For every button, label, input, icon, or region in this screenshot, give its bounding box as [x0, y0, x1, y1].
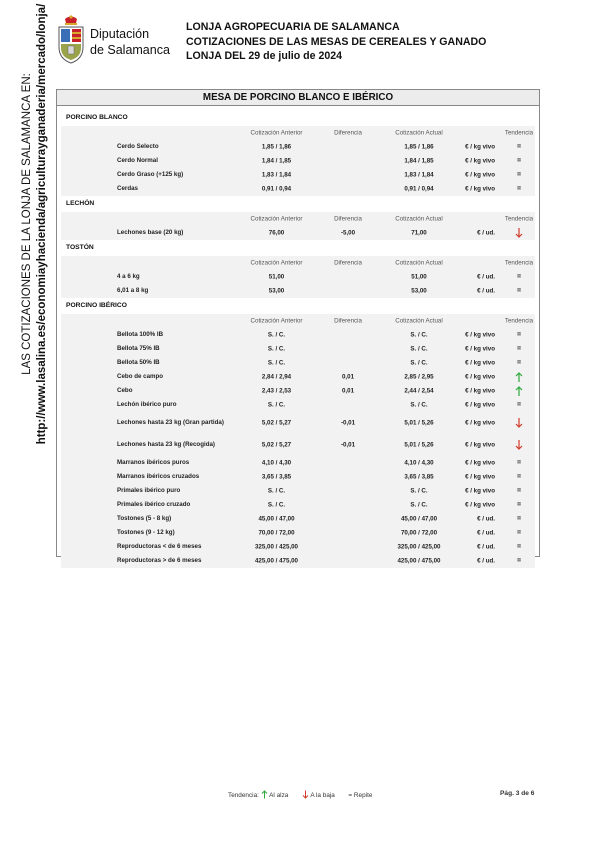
price-difference: -0,01 — [340, 419, 356, 427]
table-row — [61, 470, 535, 484]
trend-indicator — [501, 418, 537, 428]
table-row — [61, 370, 535, 384]
current-price: 5,01 / 5,26 — [404, 419, 434, 427]
table-row — [61, 140, 535, 154]
trend-indicator: = — [516, 345, 522, 353]
arrow-up-icon — [515, 386, 523, 396]
current-price: 4,10 / 4,30 — [404, 459, 434, 467]
product-name: Marranos ibéricos cruzados — [117, 473, 200, 481]
current-price: 45,00 / 47,00 — [400, 515, 438, 523]
col-tendencia-header: Tendencia — [504, 317, 534, 325]
current-price: 71,00 — [411, 229, 427, 237]
section-title: PORCINO IBÉRICO — [61, 298, 535, 314]
previous-price: 2,43 / 2,53 — [261, 387, 292, 395]
page-number: Pág. 3 de 6 — [500, 790, 535, 797]
previous-price: 4,10 / 4,30 — [261, 459, 292, 467]
column-header-row — [61, 256, 535, 270]
product-name: Lechones hasta 23 kg (Recogida) — [117, 441, 215, 449]
price-unit: € / ud. — [477, 515, 495, 523]
col-actual-header: Cotización Actual — [395, 317, 443, 325]
current-price: 51,00 — [411, 273, 427, 281]
table-title: MESA DE PORCINO BLANCO E IBÉRICO — [57, 90, 539, 106]
previous-price: 53,00 — [268, 287, 285, 295]
current-price: 425,00 / 475,00 — [397, 557, 441, 565]
price-unit: € / ud. — [477, 229, 495, 237]
arrow-down-icon — [515, 228, 523, 238]
product-name: Tostones (5 - 8 kg) — [117, 515, 172, 523]
trend-indicator — [501, 372, 537, 382]
arrow-down-icon — [515, 440, 523, 450]
trend-indicator: = — [516, 557, 522, 565]
col-actual-header: Cotización Actual — [395, 259, 443, 267]
side-url-text — [20, 0, 60, 645]
previous-price: 425,00 / 475,00 — [254, 557, 298, 565]
header-line-2: COTIZACIONES DE LAS MESAS DE CEREALES Y GANADO — [186, 35, 487, 48]
column-header-row — [61, 126, 535, 140]
col-actual-header: Cotización Actual — [395, 215, 443, 223]
price-difference: -5,00 — [340, 229, 356, 237]
trend-indicator — [501, 228, 537, 238]
trend-indicator — [501, 386, 537, 396]
footer-legend — [228, 790, 372, 799]
previous-price: 325,00 / 425,00 — [254, 543, 298, 551]
col-anterior-header: Cotización Anterior — [250, 317, 303, 325]
previous-price: S. / C. — [267, 345, 286, 353]
section-title: TOSTÓN — [61, 240, 535, 256]
previous-price: 1,83 / 1,84 — [261, 171, 292, 179]
price-unit: € / kg vivo — [465, 487, 495, 495]
product-name: Lechón ibérico puro — [117, 401, 177, 409]
trend-indicator: = — [516, 459, 522, 467]
previous-price: S. / C. — [267, 401, 286, 409]
current-price: 1,84 / 1,85 — [404, 157, 434, 165]
product-name: Lechones hasta 23 kg (Gran partida) — [117, 419, 224, 427]
table-row — [61, 484, 535, 498]
trend-indicator: = — [516, 543, 522, 551]
previous-price: 1,85 / 1,86 — [261, 143, 292, 151]
current-price: 2,44 / 2,54 — [404, 387, 434, 395]
arrow-down-icon — [302, 790, 309, 799]
trend-indicator: = — [516, 273, 522, 281]
price-unit: € / kg vivo — [465, 401, 495, 409]
previous-price: S. / C. — [267, 359, 286, 367]
previous-price: 70,00 / 72,00 — [258, 529, 295, 537]
section-title: PORCINO BLANCO — [61, 110, 535, 126]
logo-line-2: de Salamanca — [90, 43, 170, 57]
current-price: 325,00 / 425,00 — [397, 543, 441, 551]
legend-down-label: A la baja — [310, 792, 335, 799]
product-name: Marranos ibéricos puros — [117, 459, 190, 467]
previous-price: 2,84 / 2,94 — [261, 373, 292, 381]
trend-indicator: = — [516, 171, 522, 179]
current-price: S. / C. — [410, 487, 428, 495]
table-row — [61, 526, 535, 540]
table-row — [61, 226, 535, 240]
product-name: Cerdo Graso (+125 kg) — [117, 171, 184, 179]
previous-price: S. / C. — [267, 331, 286, 339]
trend-indicator: = — [516, 331, 522, 339]
current-price: S. / C. — [410, 331, 428, 339]
legend-label: Tendencia: — [228, 792, 259, 799]
current-price: 53,00 — [411, 287, 427, 295]
product-name: Bellota 50% IB — [117, 359, 160, 367]
previous-price: 0,91 / 0,94 — [261, 185, 292, 193]
trend-indicator: = — [516, 487, 522, 495]
product-name: Cebo — [117, 387, 133, 395]
table-row — [61, 270, 535, 284]
product-name: Cerdas — [117, 185, 138, 193]
price-unit: € / ud. — [477, 557, 495, 565]
table-row — [61, 384, 535, 398]
current-price: S. / C. — [410, 501, 428, 509]
current-price: 3,65 / 3,85 — [404, 473, 434, 481]
price-unit: € / kg vivo — [465, 331, 495, 339]
table-row — [61, 182, 535, 196]
current-price: 2,85 / 2,95 — [404, 373, 434, 381]
price-unit: € / kg vivo — [465, 143, 495, 151]
product-name: 6,01 a 8 kg — [117, 287, 149, 295]
product-name: Bellota 100% IB — [117, 331, 164, 339]
arrow-up-icon — [261, 790, 268, 799]
logo-line-1: Diputación — [90, 27, 150, 41]
product-name: Reproductoras > de 6 meses — [117, 557, 202, 565]
table-content — [61, 110, 535, 568]
previous-price: 51,00 — [268, 273, 285, 281]
product-name: Cerdo Selecto — [117, 143, 159, 151]
table-row — [61, 168, 535, 182]
price-unit: € / kg vivo — [465, 501, 495, 509]
current-price: S. / C. — [410, 401, 428, 409]
price-table-panel — [56, 89, 540, 565]
previous-price: 1,84 / 1,85 — [261, 157, 292, 165]
price-difference: 0,01 — [341, 387, 355, 395]
price-unit: € / ud. — [477, 287, 495, 295]
col-diferencia-header: Diferencia — [334, 259, 362, 267]
price-difference: -0,01 — [340, 441, 356, 449]
product-name: Primales ibérico cruzado — [117, 501, 191, 509]
col-tendencia-header: Tendencia — [504, 259, 534, 267]
col-tendencia-header: Tendencia — [504, 215, 534, 223]
current-price: 1,85 / 1,86 — [404, 143, 434, 151]
side-text-url[interactable]: http://www.lasalina.es/economiayhacienda/agriculturayganaderia/mercado/lonja/ — [36, 3, 48, 445]
price-unit: € / kg vivo — [465, 387, 495, 395]
product-name: Tostones (9 - 12 kg) — [117, 529, 175, 537]
table-row — [61, 284, 535, 298]
current-price: 1,83 / 1,84 — [404, 171, 434, 179]
price-unit: € / kg vivo — [465, 441, 495, 449]
header-line-3: LONJA DEL 29 de julio de 2024 — [186, 50, 343, 62]
trend-indicator: = — [516, 401, 522, 409]
col-anterior-header: Cotización Anterior — [250, 215, 303, 223]
current-price: 5,01 / 5,26 — [404, 441, 434, 449]
previous-price: 76,00 — [268, 229, 285, 237]
price-unit: € / kg vivo — [465, 345, 495, 353]
legend-up-label: Al alza — [269, 792, 289, 799]
header-line-1: LONJA AGROPECUARIA DE SALAMANCA — [186, 21, 400, 33]
side-text-line-1: LAS COTIZACIONES DE LA LONJA DE SALAMANCA EN: — [21, 73, 33, 375]
trend-indicator — [501, 440, 537, 450]
trend-indicator: = — [516, 515, 522, 523]
price-unit: € / ud. — [477, 543, 495, 551]
current-price: 70,00 / 72,00 — [400, 529, 438, 537]
previous-price: 5,02 / 5,27 — [261, 441, 292, 449]
table-row — [61, 328, 535, 342]
price-difference: 0,01 — [341, 373, 355, 381]
arrow-up-icon — [515, 372, 523, 382]
table-row — [61, 434, 535, 456]
table-row — [61, 342, 535, 356]
price-unit: € / kg vivo — [465, 459, 495, 467]
price-unit: € / kg vivo — [465, 373, 495, 381]
price-unit: € / kg vivo — [465, 171, 495, 179]
trend-indicator: = — [516, 473, 522, 481]
previous-price: S. / C. — [267, 487, 286, 495]
table-row — [61, 540, 535, 554]
previous-price: 45,00 / 47,00 — [258, 515, 295, 523]
trend-indicator: = — [516, 185, 522, 193]
product-name: Lechones base (20 kg) — [117, 229, 184, 237]
table-row — [61, 456, 535, 470]
product-name: 4 a 6 kg — [117, 273, 140, 281]
col-tendencia-header: Tendencia — [504, 129, 534, 137]
previous-price: 5,02 / 5,27 — [261, 419, 292, 427]
col-diferencia-header: Diferencia — [334, 215, 362, 223]
coat-of-arms-icon — [56, 14, 86, 66]
col-diferencia-header: Diferencia — [334, 129, 362, 137]
price-unit: € / ud. — [477, 529, 495, 537]
price-unit: € / kg vivo — [465, 473, 495, 481]
price-unit: € / kg vivo — [465, 185, 495, 193]
legend-equal-label: = Repite — [348, 792, 373, 799]
price-unit: € / kg vivo — [465, 157, 495, 165]
product-name: Reproductoras < de 6 meses — [117, 543, 202, 551]
trend-indicator: = — [516, 529, 522, 537]
previous-price: 3,65 / 3,85 — [261, 473, 292, 481]
column-header-row — [61, 314, 535, 328]
col-anterior-header: Cotización Anterior — [250, 129, 303, 137]
table-row — [61, 498, 535, 512]
trend-indicator: = — [516, 157, 522, 165]
col-actual-header: Cotización Actual — [395, 129, 443, 137]
price-unit: € / kg vivo — [465, 359, 495, 367]
price-unit: € / ud. — [477, 273, 495, 281]
page-header — [186, 20, 486, 64]
price-unit: € / kg vivo — [465, 419, 495, 427]
logo — [56, 14, 168, 66]
product-name: Primales ibérico puro — [117, 487, 181, 495]
table-row — [61, 154, 535, 168]
product-name: Cebo de campo — [117, 373, 164, 381]
current-price: 0,91 / 0,94 — [404, 185, 434, 193]
table-row — [61, 554, 535, 568]
product-name: Bellota 75% IB — [117, 345, 160, 353]
arrow-down-icon — [515, 418, 523, 428]
table-row — [61, 398, 535, 412]
col-diferencia-header: Diferencia — [334, 317, 362, 325]
current-price: S. / C. — [410, 359, 428, 367]
section-title: LECHÓN — [61, 196, 535, 212]
trend-indicator: = — [516, 359, 522, 367]
trend-indicator: = — [516, 287, 522, 295]
product-name: Cerdo Normal — [117, 157, 158, 165]
current-price: S. / C. — [410, 345, 428, 353]
col-anterior-header: Cotización Anterior — [250, 259, 303, 267]
previous-price: S. / C. — [267, 501, 286, 509]
table-row — [61, 412, 535, 434]
trend-indicator: = — [516, 501, 522, 509]
trend-indicator: = — [516, 143, 522, 151]
column-header-row — [61, 212, 535, 226]
table-row — [61, 512, 535, 526]
table-row — [61, 356, 535, 370]
